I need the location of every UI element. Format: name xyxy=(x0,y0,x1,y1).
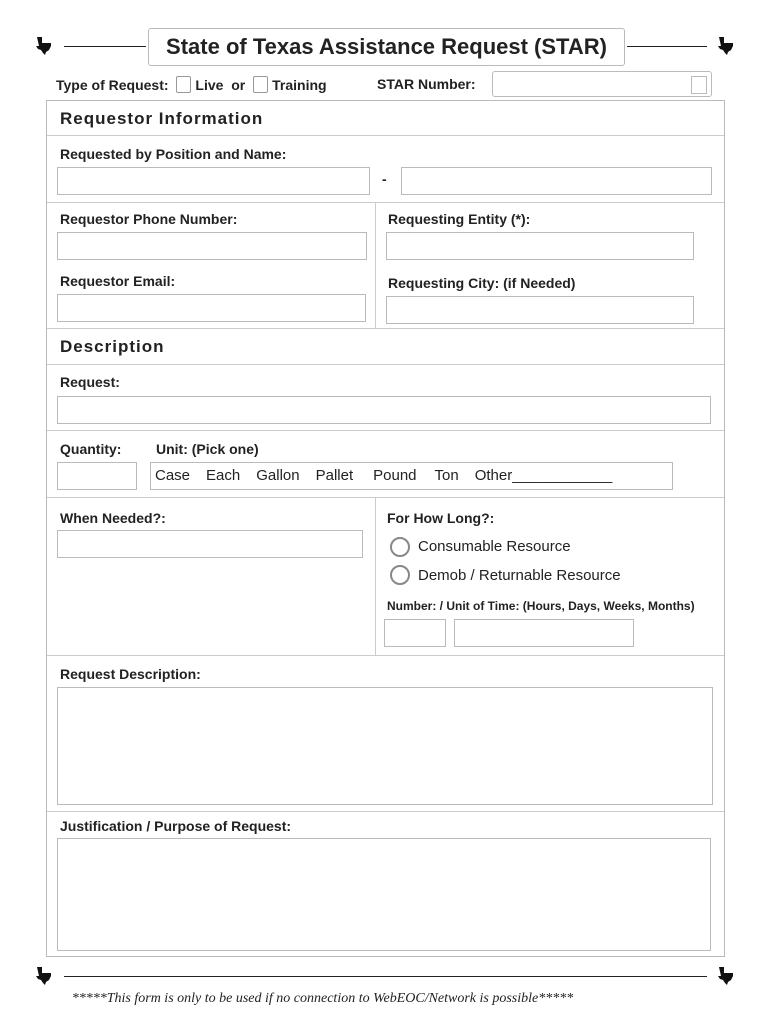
star-number-input[interactable] xyxy=(492,71,712,97)
justification-textarea[interactable] xyxy=(57,838,711,951)
unit-option-other[interactable]: Other____________ xyxy=(474,467,613,484)
divider xyxy=(47,135,724,136)
consumable-radio[interactable] xyxy=(390,537,410,557)
divider xyxy=(47,364,724,365)
entity-label: Requesting Entity (*): xyxy=(388,211,531,227)
request-description-label: Request Description: xyxy=(60,666,201,682)
email-input[interactable] xyxy=(57,294,366,322)
live-checkbox[interactable] xyxy=(176,76,191,93)
time-label: Number: / Unit of Time: (Hours, Days, Weeks, Months) xyxy=(387,599,695,613)
when-needed-input[interactable] xyxy=(57,530,363,558)
phone-label: Requestor Phone Number: xyxy=(60,211,238,227)
position-input[interactable] xyxy=(57,167,370,195)
divider xyxy=(47,430,724,431)
description-heading: Description xyxy=(60,337,165,356)
quantity-input[interactable] xyxy=(57,462,137,490)
unit-option-case[interactable]: Case xyxy=(155,467,191,484)
texas-icon xyxy=(34,966,54,986)
header-rule-left xyxy=(64,46,146,47)
request-label: Request: xyxy=(60,374,120,390)
header-rule-right xyxy=(627,46,707,47)
request-input[interactable] xyxy=(57,396,711,424)
requestor-heading: Requestor Information xyxy=(60,109,264,128)
email-label: Requestor Email: xyxy=(60,273,176,289)
city-label: Requesting City: (if Needed) xyxy=(388,275,576,291)
how-long-label: For How Long?: xyxy=(387,510,495,526)
star-number-label: STAR Number: xyxy=(377,76,476,92)
texas-icon xyxy=(716,966,736,986)
quantity-label: Quantity: xyxy=(60,441,122,457)
name-input[interactable] xyxy=(401,167,712,195)
texas-icon xyxy=(34,36,54,56)
when-needed-label: When Needed?: xyxy=(60,510,166,526)
live-label: Live xyxy=(195,77,224,93)
dash-separator: - xyxy=(382,171,387,187)
divider xyxy=(375,202,376,328)
position-name-label: Requested by Position and Name: xyxy=(60,146,287,162)
divider xyxy=(47,202,724,203)
unit-label: Unit: (Pick one) xyxy=(156,441,259,457)
unit-option-gallon[interactable]: Gallon xyxy=(256,467,300,484)
unit-option-each[interactable]: Each xyxy=(206,467,241,484)
training-checkbox[interactable] xyxy=(253,76,268,93)
justification-label: Justification / Purpose of Request: xyxy=(60,818,292,834)
demob-label: Demob / Returnable Resource xyxy=(418,567,621,584)
unit-option-pound[interactable]: Pound xyxy=(373,467,417,484)
unit-options xyxy=(150,462,673,490)
form-title: State of Texas Assistance Request (STAR) xyxy=(148,28,625,66)
divider xyxy=(47,655,724,656)
type-of-request xyxy=(56,76,327,93)
star-number-checkbox[interactable] xyxy=(691,76,707,94)
entity-input[interactable] xyxy=(386,232,694,260)
texas-icon xyxy=(716,36,736,56)
divider xyxy=(47,811,724,812)
phone-input[interactable] xyxy=(57,232,367,260)
footer-rule xyxy=(64,976,707,977)
time-unit-input[interactable] xyxy=(454,619,634,647)
unit-option-ton[interactable]: Ton xyxy=(434,467,459,484)
divider xyxy=(47,328,724,329)
city-input[interactable] xyxy=(386,296,694,324)
divider xyxy=(375,497,376,655)
request-description-textarea[interactable] xyxy=(57,687,713,805)
footer-note: *****This form is only to be used if no connection to WebEOC/Network is possible***** xyxy=(71,991,574,1006)
unit-option-pallet[interactable]: Pallet xyxy=(315,467,354,484)
divider xyxy=(47,497,724,498)
consumable-label: Consumable Resource xyxy=(418,538,571,555)
or-label: or xyxy=(231,77,246,93)
training-label: Training xyxy=(272,77,327,93)
time-number-input[interactable] xyxy=(384,619,446,647)
demob-radio[interactable] xyxy=(390,565,410,585)
type-of-request-label: Type of Request: xyxy=(56,77,169,93)
